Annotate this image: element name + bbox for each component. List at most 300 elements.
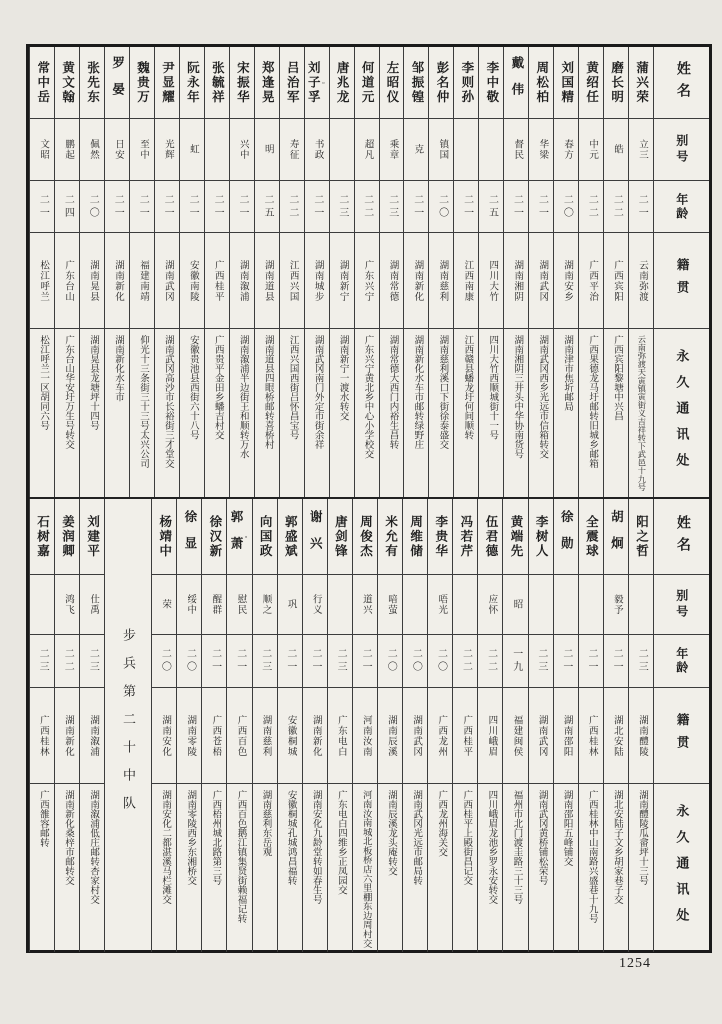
person-address: 湖南溆浦半边街王和顺转万水 xyxy=(237,335,248,459)
person-alias-cell xyxy=(579,575,603,635)
person-column xyxy=(403,47,428,497)
person-alias: 中元 xyxy=(587,139,598,160)
person-address-cell xyxy=(554,329,578,497)
person-age: 二二 xyxy=(485,648,497,674)
person-native-cell xyxy=(205,233,229,329)
person-age-cell xyxy=(378,635,402,688)
person-name: 何道元 xyxy=(360,60,375,105)
person-native: 湖南新化 xyxy=(310,714,321,757)
person-address: 湖南慈利东岳观 xyxy=(260,790,271,857)
person-native: 湖南城步 xyxy=(312,259,323,302)
person-age: 二一 xyxy=(112,193,124,220)
person-address-cell xyxy=(454,329,478,497)
row-header-age xyxy=(654,181,709,233)
person-name: 张先东 xyxy=(85,60,100,105)
person-address: 江西兴国西街吕怀昌宝号 xyxy=(287,335,298,440)
row-header-native xyxy=(654,233,709,329)
person-age: 二一 xyxy=(560,648,572,674)
person-name: 李树人 xyxy=(534,514,549,559)
person-age: 二〇 xyxy=(435,648,447,674)
person-native: 湖南武冈 xyxy=(537,259,548,302)
person-name: 米允有 xyxy=(383,514,398,559)
person-address-cell xyxy=(303,784,327,952)
person-alias-cell xyxy=(227,575,251,635)
person-column xyxy=(29,499,54,952)
person-column xyxy=(379,47,404,497)
person-age: 二三 xyxy=(335,648,347,674)
person-native: 湖南湘阴 xyxy=(512,259,523,302)
row-header-alias xyxy=(654,119,709,181)
person-address: 湖南武冈黄桥铺松荣号 xyxy=(536,790,547,885)
person-name: 唐兆龙 xyxy=(335,60,350,105)
person-native-cell xyxy=(230,233,254,329)
person-column xyxy=(628,499,653,952)
person-name: 吕治军 xyxy=(285,60,300,105)
person-age-cell xyxy=(152,635,176,688)
person-native-cell xyxy=(529,233,553,329)
person-name: 徐勋 xyxy=(559,510,574,563)
person-age-cell xyxy=(253,635,277,688)
person-age: 二一 xyxy=(586,648,598,674)
person-address-cell xyxy=(403,784,427,952)
person-age: 二一 xyxy=(187,193,199,220)
person-native-cell xyxy=(453,688,477,784)
person-address: 河南汝南城北板桥店六里棚东边周村交 xyxy=(360,790,371,948)
person-native-cell xyxy=(353,688,377,784)
person-name: 阮永年 xyxy=(185,60,200,105)
person-age: 二一 xyxy=(411,193,423,220)
person-alias: 书政 xyxy=(312,139,323,160)
person-alias: 佩然 xyxy=(88,139,99,160)
person-native: 松江呼兰 xyxy=(38,259,49,302)
person-name-cell xyxy=(152,499,176,575)
person-name-cell xyxy=(529,499,553,575)
person-name-cell xyxy=(280,47,304,119)
person-column xyxy=(226,499,251,952)
person-address-cell xyxy=(80,329,104,497)
person-name: 冯若芹 xyxy=(458,514,473,559)
person-address-cell xyxy=(305,329,329,497)
person-age: 二〇 xyxy=(385,648,397,674)
person-native-cell xyxy=(504,233,528,329)
person-native-cell xyxy=(105,233,129,329)
person-name: 李则孙 xyxy=(459,60,474,105)
row-header-label: 年龄 xyxy=(674,192,689,221)
person-address: 广西桂平上殿街昌记交 xyxy=(461,790,472,885)
person-native-cell xyxy=(55,688,79,784)
person-native-cell xyxy=(604,688,628,784)
person-native-cell xyxy=(579,688,603,784)
person-name: 周俊杰 xyxy=(358,514,373,559)
person-native: 湖南武冈 xyxy=(162,259,173,302)
person-native: 湖南武冈 xyxy=(411,714,422,757)
person-column xyxy=(29,47,54,497)
roster-section-top xyxy=(29,47,709,499)
person-native: 福建闽侯 xyxy=(511,714,522,757)
person-address-cell xyxy=(253,784,277,952)
person-name-cell xyxy=(428,499,452,575)
person-native-cell xyxy=(478,688,502,784)
person-alias-cell xyxy=(180,119,204,181)
person-column xyxy=(578,499,603,952)
person-native-cell xyxy=(579,233,603,329)
person-alias-cell xyxy=(479,119,503,181)
person-alias-cell xyxy=(202,575,226,635)
person-alias-cell xyxy=(328,575,352,635)
name-annotation-mark: ▫ xyxy=(319,79,328,87)
person-alias-cell xyxy=(503,575,527,635)
person-address-cell xyxy=(255,329,279,497)
person-native: 湖南醴陵 xyxy=(636,714,647,757)
person-name: 郭萧 xyxy=(229,510,244,563)
person-column xyxy=(54,47,79,497)
person-native: 湖南道县 xyxy=(262,259,273,302)
person-age: 二三 xyxy=(336,193,348,220)
person-native: 湖南辰溪 xyxy=(386,714,396,757)
person-address-cell xyxy=(330,329,354,497)
person-age: 二一 xyxy=(461,193,473,220)
person-address: 湖南新化水车市 xyxy=(112,335,123,402)
person-address-cell xyxy=(155,329,179,497)
person-name: 黄绍任 xyxy=(584,60,599,105)
page-number: 1254 xyxy=(619,956,651,971)
person-address: 湖南慈利溪口下街徐泰盛交 xyxy=(437,335,448,449)
person-address: 湖南武冈高沙市长裕街三才堂交 xyxy=(162,335,173,468)
person-age: 二二 xyxy=(460,648,472,674)
person-name: 戴伟 xyxy=(509,56,524,109)
person-address: 湖南津市焦圻邮局 xyxy=(562,335,573,411)
person-address: 湖北安陆子文乡胡家巷子交 xyxy=(611,790,622,904)
person-native-cell xyxy=(177,688,201,784)
person-native-cell xyxy=(30,688,54,784)
person-address: 湖南醴陵瓜畲坪十三号 xyxy=(636,790,647,885)
person-name-cell xyxy=(305,47,329,119)
person-column xyxy=(277,499,302,952)
person-age-cell xyxy=(180,181,204,233)
person-age: 二二 xyxy=(361,193,373,220)
person-alias: 鹏起 xyxy=(63,139,74,160)
person-age: 二三 xyxy=(535,648,547,674)
person-name-cell xyxy=(55,47,79,119)
row-header-alias xyxy=(654,575,709,635)
person-address-cell xyxy=(428,784,452,952)
person-column xyxy=(453,47,478,497)
person-name-cell xyxy=(579,499,603,575)
person-name: 张毓祥 xyxy=(210,60,225,105)
person-alias: 荣 xyxy=(160,599,171,610)
person-address-cell xyxy=(230,329,254,497)
person-name: 郭盛斌 xyxy=(283,514,298,559)
person-name: 李中敬 xyxy=(484,60,499,105)
person-address-cell xyxy=(30,329,54,497)
unit-label-column xyxy=(104,499,151,952)
person-column xyxy=(151,499,176,952)
person-native-cell xyxy=(529,688,553,784)
person-alias-cell xyxy=(130,119,154,181)
person-name-cell xyxy=(80,47,104,119)
person-address: 四川大竹西顺城街十一号 xyxy=(487,335,498,440)
person-address: 广西桂林中山南路兴盛巷十九号 xyxy=(586,790,597,923)
person-column xyxy=(528,47,553,497)
person-age: 二三 xyxy=(386,193,398,220)
person-age: 二二 xyxy=(62,648,74,674)
person-address-cell xyxy=(278,784,302,952)
person-column xyxy=(304,47,329,497)
person-name-cell xyxy=(255,47,279,119)
person-address: 仰光十三条街三十三号太兴公司 xyxy=(137,335,148,468)
person-column xyxy=(628,47,653,497)
person-name-cell xyxy=(278,499,302,575)
person-name-cell xyxy=(330,47,354,119)
person-alias: 日安 xyxy=(112,139,123,160)
person-address-cell xyxy=(227,784,251,952)
person-age: 二一 xyxy=(212,193,224,220)
person-native: 四川大竹 xyxy=(487,259,498,302)
person-name: 石树嘉 xyxy=(35,514,50,559)
person-column xyxy=(252,499,277,952)
person-native-cell xyxy=(328,688,352,784)
person-alias-cell xyxy=(529,575,553,635)
person-name-cell xyxy=(380,47,404,119)
person-name: 姜润卿 xyxy=(60,514,75,559)
person-column xyxy=(452,499,477,952)
person-age-cell xyxy=(30,181,54,233)
name-annotation-mark: ▫ xyxy=(242,533,251,541)
person-age-cell xyxy=(429,181,453,233)
person-address-cell xyxy=(180,329,204,497)
person-native-cell xyxy=(155,233,179,329)
person-address: 湖南零陵西乡东湘桥交 xyxy=(185,790,196,885)
person-address: 湖南常德大西门内裕生昌转 xyxy=(387,335,398,449)
person-native-cell xyxy=(180,233,204,329)
person-alias-cell xyxy=(604,575,628,635)
person-age: 二一 xyxy=(360,648,372,674)
person-name-cell xyxy=(378,499,402,575)
person-native-cell xyxy=(305,233,329,329)
person-name-cell xyxy=(205,47,229,119)
person-alias-cell xyxy=(554,575,578,635)
person-alias-cell xyxy=(155,119,179,181)
person-name-cell xyxy=(604,47,628,119)
person-alias-cell xyxy=(280,119,304,181)
person-alias-cell xyxy=(30,119,54,181)
person-name: 邹振锽 xyxy=(410,60,424,105)
person-native: 湖南新化 xyxy=(62,714,73,757)
person-name: 谢兴 xyxy=(308,510,323,563)
table-frame xyxy=(26,44,712,953)
person-native: 广西平治 xyxy=(587,259,598,302)
person-address-cell xyxy=(554,784,578,952)
person-alias: 镇国 xyxy=(437,139,448,160)
person-address-cell xyxy=(202,784,226,952)
row-header-column xyxy=(653,47,709,497)
person-address: 广西贵平金田乡蟠吉村交 xyxy=(212,335,223,440)
person-alias-cell xyxy=(428,575,452,635)
row-header-name xyxy=(654,499,709,575)
row-header-name xyxy=(654,47,709,119)
person-alias-cell xyxy=(554,119,578,181)
person-address: 广西百色鹅江镇集贤街赖福记转 xyxy=(235,790,246,923)
person-alias-cell xyxy=(453,575,477,635)
person-name: 黄文翰 xyxy=(60,60,75,105)
person-native-cell xyxy=(378,688,402,784)
person-native: 福建南靖 xyxy=(137,259,148,302)
person-age: 二一 xyxy=(309,648,321,674)
person-name: 刘建平 xyxy=(85,514,100,559)
person-column xyxy=(478,47,503,497)
person-alias-cell xyxy=(55,575,79,635)
person-native-cell xyxy=(454,233,478,329)
person-age-cell xyxy=(479,181,503,233)
person-address-cell xyxy=(478,784,502,952)
row-header-label: 永久通讯处 xyxy=(674,349,690,479)
person-address: 广西宾阳黎塘中兴昌 xyxy=(612,335,623,421)
person-alias-cell xyxy=(305,119,329,181)
person-column xyxy=(502,499,527,952)
person-native: 湖南常德 xyxy=(387,259,398,302)
person-address-cell xyxy=(378,784,402,952)
person-age-cell xyxy=(155,181,179,233)
person-address-cell xyxy=(604,329,628,497)
person-age: 二二 xyxy=(611,193,623,220)
person-age-cell xyxy=(202,635,226,688)
person-native-cell xyxy=(130,233,154,329)
person-column xyxy=(553,47,578,497)
person-native: 湖南新宁 xyxy=(337,259,348,302)
person-name-cell xyxy=(629,47,653,119)
person-native: 湖南新化 xyxy=(112,259,123,302)
person-native: 湖南安化 xyxy=(160,714,171,757)
person-alias: 喑萤 xyxy=(386,594,396,615)
person-address: 湖南道县四眼桥邮转喜桥村 xyxy=(262,335,273,449)
person-native-cell xyxy=(355,233,379,329)
person-native-cell xyxy=(253,688,277,784)
person-alias: 兴中 xyxy=(237,139,248,160)
person-age-cell xyxy=(330,181,354,233)
person-alias: 慰民 xyxy=(235,594,246,615)
person-name-cell xyxy=(177,499,201,575)
person-address-cell xyxy=(629,784,653,952)
row-header-address xyxy=(654,784,709,952)
person-address: 安徽桐城孔城鸿昌福转 xyxy=(285,790,296,885)
person-address-cell xyxy=(380,329,404,497)
person-age-cell xyxy=(80,181,104,233)
person-address: 湖南武冈南门外定市街余祥 xyxy=(312,335,323,449)
person-alias-cell xyxy=(80,575,104,635)
person-age: 二〇 xyxy=(87,193,99,220)
person-alias: 至中 xyxy=(137,139,148,160)
row-header-address xyxy=(654,329,709,497)
person-column xyxy=(79,47,104,497)
person-alias-cell xyxy=(80,119,104,181)
row-header-column xyxy=(653,499,709,952)
person-native: 湖南安乡 xyxy=(562,259,573,302)
person-name-cell xyxy=(180,47,204,119)
person-native-cell xyxy=(380,233,404,329)
person-address: 四川峨眉龙池乡罗永安转交 xyxy=(486,790,497,904)
person-age-cell xyxy=(230,181,254,233)
person-age: 二二 xyxy=(286,193,298,220)
person-column xyxy=(428,47,453,497)
person-age-cell xyxy=(504,181,528,233)
person-address: 湖南新化桑梓市邮转交 xyxy=(62,790,73,885)
person-age-cell xyxy=(305,181,329,233)
person-alias-cell xyxy=(355,119,379,181)
person-name-cell xyxy=(30,47,54,119)
person-address: 湖南溆浦低庄邮转杏家村交 xyxy=(88,790,99,904)
person-alias: 督民 xyxy=(512,139,523,160)
person-age-cell xyxy=(30,635,54,688)
person-name: 蒲兴荣 xyxy=(634,60,649,105)
person-address-cell xyxy=(355,329,379,497)
person-native-cell xyxy=(30,233,54,329)
person-alias-cell xyxy=(403,575,427,635)
person-address: 广东兴宁黄北乡中心小学校交 xyxy=(362,335,373,459)
person-alias: 立三 xyxy=(637,139,647,160)
row-header-label: 籍贯 xyxy=(675,713,690,758)
person-column xyxy=(578,47,603,497)
person-column xyxy=(603,47,628,497)
person-age-cell xyxy=(278,635,302,688)
person-column xyxy=(327,499,352,952)
person-alias-cell xyxy=(353,575,377,635)
person-age: 二〇 xyxy=(410,648,422,674)
row-header-label: 别号 xyxy=(674,588,689,621)
person-address: 安徽贵池县西街六十八号 xyxy=(187,335,198,440)
person-address: 福州市北门渡圭路三十三号 xyxy=(511,790,522,904)
person-native-cell xyxy=(554,688,578,784)
person-native: 广西百色 xyxy=(235,714,246,757)
person-alias: 醒群 xyxy=(210,594,221,615)
person-alias-cell xyxy=(629,119,653,181)
person-address: 云南弥渡天寅镇寅街义吉祥转下武邑十九号 xyxy=(637,335,647,491)
person-age-cell xyxy=(629,635,653,688)
person-name: 郑逢晃 xyxy=(260,60,275,105)
person-address-cell xyxy=(280,329,304,497)
person-alias-cell xyxy=(604,119,628,181)
person-address: 湖南邵阳五峰铺交 xyxy=(561,790,572,866)
person-alias: 行义 xyxy=(310,594,321,615)
person-native-cell xyxy=(303,688,327,784)
person-age: 二一 xyxy=(311,193,323,220)
person-address-cell xyxy=(579,329,603,497)
person-column xyxy=(176,499,201,952)
person-column xyxy=(553,499,578,952)
person-column xyxy=(254,47,279,497)
person-address-cell xyxy=(579,784,603,952)
person-age-cell xyxy=(478,635,502,688)
person-age: 二〇 xyxy=(561,193,573,220)
person-address: 广西龙州海关交 xyxy=(436,790,447,857)
person-column xyxy=(402,499,427,952)
person-column xyxy=(503,47,528,497)
person-column xyxy=(352,499,377,952)
person-age-cell xyxy=(428,635,452,688)
person-native: 广西宾阳 xyxy=(612,259,623,302)
person-age-cell xyxy=(353,635,377,688)
person-native: 广东电白 xyxy=(335,714,346,757)
person-address-cell xyxy=(404,329,428,497)
person-native: 广东台山 xyxy=(63,259,74,302)
person-address-cell xyxy=(80,784,104,952)
person-name-cell xyxy=(227,499,251,575)
person-native: 湖南武冈 xyxy=(536,714,547,757)
person-alias-cell xyxy=(380,119,404,181)
person-age-cell xyxy=(280,181,304,233)
person-alias: 顺之 xyxy=(260,594,271,615)
person-age-cell xyxy=(529,635,553,688)
person-alias: 华梁 xyxy=(537,139,548,160)
